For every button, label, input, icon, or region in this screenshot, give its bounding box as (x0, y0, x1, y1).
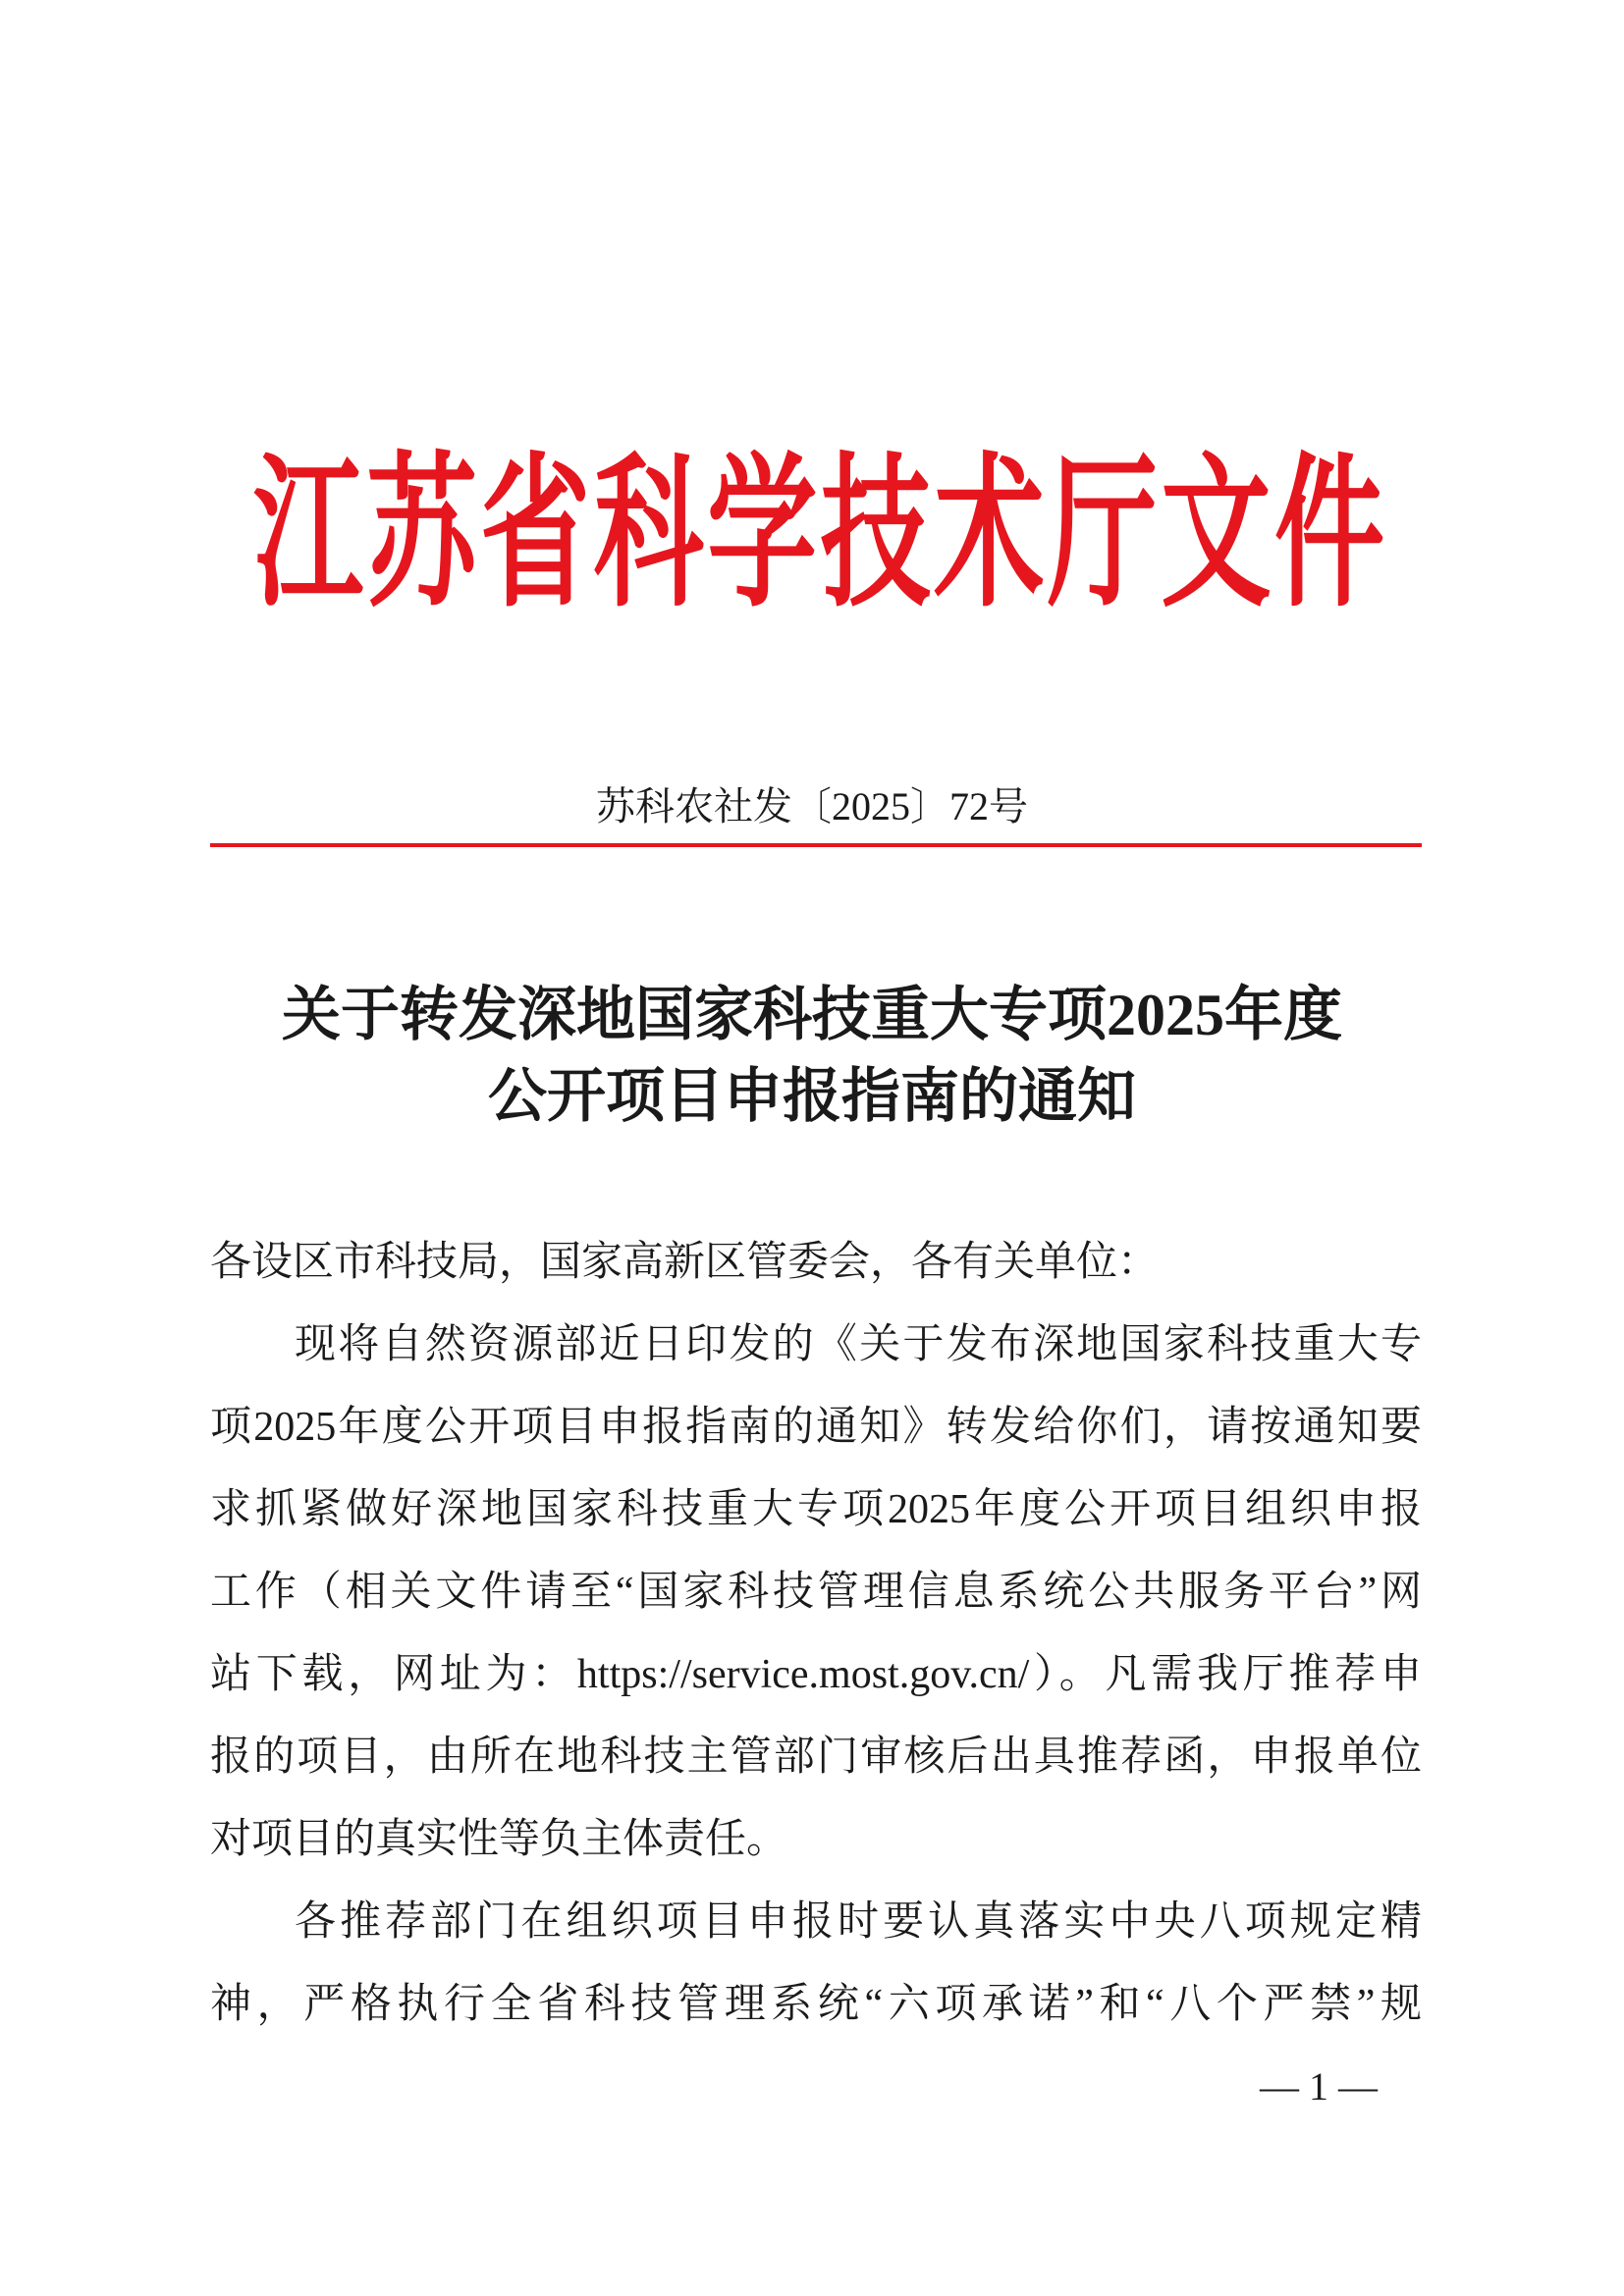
notice-body (210, 1221, 1422, 2046)
letterhead-red-rule (210, 843, 1422, 847)
document-number: 苏科农社发〔2025〕72号 (596, 784, 1028, 828)
notice-title (0, 975, 1624, 1138)
body-line: 现将自然资源部近日印发的《关于发布深地国家科技重大专 (295, 1322, 1422, 1367)
paragraph-1 (210, 1304, 1422, 1881)
body-line: 求抓紧做好深地国家科技重大专项2025年度公开项目组织申报 (210, 1487, 1422, 1532)
body-line: 神，严格执行全省科技管理系统“六项承诺”和“八个严禁”规 (210, 1982, 1422, 2027)
notice-title-line: 关于转发深地国家科技重大专项2025年度 (282, 983, 1342, 1047)
body-line: 对项目的真实性等负主体责任。 (210, 1817, 788, 1862)
paragraph-2 (210, 1881, 1422, 2046)
body-line: 工作（相关文件请至“国家科技管理信息系统公共服务平台”网 (210, 1570, 1422, 1615)
notice-title-line: 公开项目申报指南的通知 (488, 1064, 1136, 1129)
page-number: — 1 — (1260, 2064, 1378, 2109)
body-line: 站下载，网址为：https://service.most.gov.cn/）。凡需我厅推荐申 (210, 1652, 1422, 1697)
body-line: 各推荐部门在组织项目申报时要认真落实中央八项规定精 (295, 1899, 1422, 1945)
body-line: 报的项目，由所在地科技主管部门审核后出具推荐函，申报单位 (210, 1735, 1422, 1780)
letterhead-title: 江苏省科学技术厅文件 (253, 445, 1384, 627)
body-line: 项2025年度公开项目申报指南的通知》转发给你们，请按通知要 (210, 1405, 1422, 1450)
salutation: 各设区市科技局，国家高新区管委会，各有关单位： (210, 1240, 1160, 1285)
